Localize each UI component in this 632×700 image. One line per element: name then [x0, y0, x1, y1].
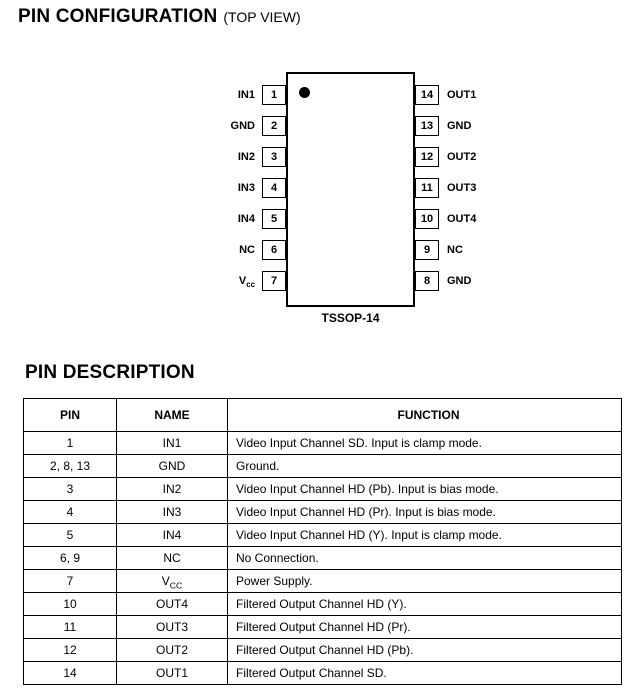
- pin-label: IN4: [237, 212, 255, 225]
- cell-function: Ground.: [228, 455, 622, 478]
- cell-function: Filtered Output Channel HD (Y).: [228, 593, 622, 616]
- pin-label: IN1: [237, 88, 255, 101]
- table-row: [24, 662, 622, 685]
- cell-name: $V_{CC}$: [117, 570, 228, 593]
- column-header-name: NAME: [117, 399, 228, 432]
- cell-pin: 1: [24, 432, 117, 455]
- pin-number-box: 3: [262, 147, 286, 167]
- column-header-function: FUNCTION: [228, 399, 622, 432]
- cell-function: Video Input Channel SD. Input is clamp mode.: [228, 432, 622, 455]
- pin1-marker-dot: [299, 87, 310, 98]
- table-row: [24, 639, 622, 662]
- cell-pin: 6, 9: [24, 547, 117, 570]
- cell-name: IN3: [117, 501, 228, 524]
- top-view-subtitle: (TOP VIEW): [223, 9, 301, 25]
- cell-pin: 5: [24, 524, 117, 547]
- pin-number-box: 11: [415, 178, 439, 198]
- pin-row-left-2: [150, 116, 286, 136]
- pin-number-box: 7: [262, 271, 286, 291]
- table-body: [24, 432, 622, 685]
- table-row: [24, 570, 622, 593]
- pin-label: IN3: [237, 181, 255, 194]
- pin-label: NC: [239, 243, 255, 256]
- table-row: [24, 455, 622, 478]
- cell-pin: 10: [24, 593, 117, 616]
- cell-name: OUT4: [117, 593, 228, 616]
- column-header-pin: PIN: [24, 399, 117, 432]
- pin-label: NC: [447, 243, 463, 256]
- pin-label: OUT3: [447, 181, 477, 194]
- cell-pin: 11: [24, 616, 117, 639]
- ic-package-body: [286, 72, 415, 307]
- cell-pin: 3: [24, 478, 117, 501]
- pin-number-box: 5: [262, 209, 286, 229]
- cell-name: IN1: [117, 432, 228, 455]
- table-row: [24, 501, 622, 524]
- pin-label: GND: [230, 119, 255, 132]
- section-title-pin-configuration: [18, 6, 301, 28]
- pin-row-right-10: [415, 209, 585, 229]
- pin-label: GND: [447, 274, 472, 287]
- cell-function: Filtered Output Channel HD (Pb).: [228, 639, 622, 662]
- pin-label: IN2: [237, 150, 255, 163]
- table-row: [24, 547, 622, 570]
- pin-number-box: 10: [415, 209, 439, 229]
- cell-function: Video Input Channel HD (Y). Input is clamp mode.: [228, 524, 622, 547]
- pin-row-right-13: [415, 116, 585, 136]
- cell-pin: 2, 8, 13: [24, 455, 117, 478]
- cell-name: IN4: [117, 524, 228, 547]
- package-name-label: TSSOP-14: [321, 311, 380, 325]
- table-row: [24, 478, 622, 501]
- pin-row-right-11: [415, 178, 585, 198]
- pin-description-title: PIN DESCRIPTION: [25, 362, 195, 383]
- pin-number-box: 9: [415, 240, 439, 260]
- pin-row-left-6: [150, 240, 286, 260]
- pin-number-box: 12: [415, 147, 439, 167]
- cell-name: NC: [117, 547, 228, 570]
- cell-function: Video Input Channel HD (Pr). Input is bias mode.: [228, 501, 622, 524]
- pin-number-box: 1: [262, 85, 286, 105]
- pin-label: OUT1: [447, 88, 477, 101]
- cell-function: Video Input Channel HD (Pb). Input is bias mode.: [228, 478, 622, 501]
- pin-label: GND: [447, 119, 472, 132]
- cell-name: OUT2: [117, 639, 228, 662]
- table-row: [24, 432, 622, 455]
- pin-number-box: 6: [262, 240, 286, 260]
- cell-pin: 12: [24, 639, 117, 662]
- pin-number-box: 13: [415, 116, 439, 136]
- cell-name: GND: [117, 455, 228, 478]
- cell-pin: 14: [24, 662, 117, 685]
- cell-name: IN2: [117, 478, 228, 501]
- pin-row-right-12: [415, 147, 585, 167]
- pin-configuration-title: PIN CONFIGURATION: [18, 6, 218, 27]
- cell-pin: 7: [24, 570, 117, 593]
- table-row: [24, 616, 622, 639]
- pin-label: $V_{cc}$: [238, 274, 255, 289]
- pin-row-right-9: [415, 240, 585, 260]
- pin-row-left-5: [150, 209, 286, 229]
- cell-function: Power Supply.: [228, 570, 622, 593]
- cell-function: No Connection.: [228, 547, 622, 570]
- table-row: [24, 524, 622, 547]
- pin-row-right-8: [415, 271, 585, 291]
- pin-row-left-3: [150, 147, 286, 167]
- pin-label: OUT4: [447, 212, 477, 225]
- pin-row-left-4: [150, 178, 286, 198]
- pin-row-left-1: [150, 85, 286, 105]
- pin-number-box: 8: [415, 271, 439, 291]
- pin-number-box: 14: [415, 85, 439, 105]
- pin-number-box: 4: [262, 178, 286, 198]
- table-header-row: [24, 399, 622, 432]
- cell-function: Filtered Output Channel SD.: [228, 662, 622, 685]
- pin-number-box: 2: [262, 116, 286, 136]
- cell-name: OUT1: [117, 662, 228, 685]
- pin-row-left-7: [150, 271, 286, 291]
- cell-pin: 4: [24, 501, 117, 524]
- pin-row-right-14: [415, 85, 585, 105]
- cell-function: Filtered Output Channel HD (Pr).: [228, 616, 622, 639]
- pin-description-table: [23, 398, 622, 685]
- table-row: [24, 593, 622, 616]
- pin-label: OUT2: [447, 150, 477, 163]
- cell-name: OUT3: [117, 616, 228, 639]
